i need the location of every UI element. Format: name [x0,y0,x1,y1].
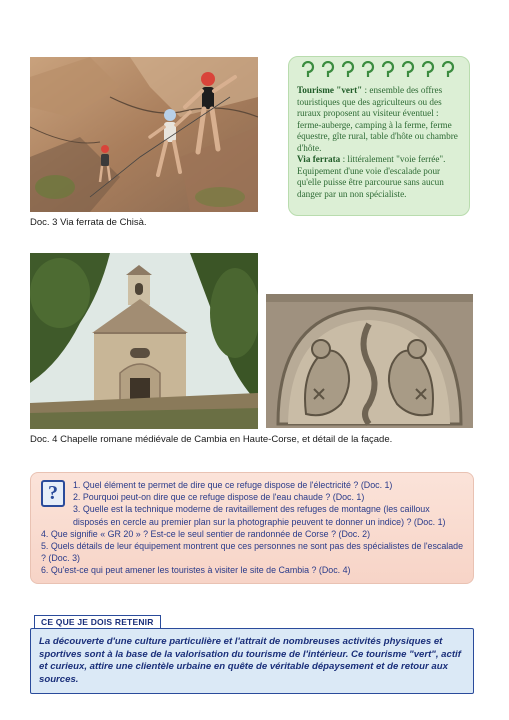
retain-box [30,628,474,694]
questions-box [30,472,474,584]
glossary-definition: : littéralement "voie ferrée". Equipement d'une voie d'escalade pour qu'elle puisse être parcourue sans aucun danger par un non spécialiste. [297,154,446,199]
glossary-entry-tourisme-vert [297,85,461,154]
question-item: 3. Quelle est la technique moderne de ravitaillement des refuges de montagne (les cailloux disposés en cercle au premier plan sur la photographie peuvent te donner un indice) ? (Doc. 1) [73,504,446,527]
doc4-caption: Doc. 4 Chapelle romane médiévale de Cambia en Haute-Corse, et détail de la façade. [30,434,393,445]
glossary-definition: : ensemble des offres touristiques que des agriculteurs ou des ruraux proposent au visiteur éventuel : ferme-auberge, camping à la ferme, ferme équestre, gîte rural, table d'hôte ou chambre d'hôte. [297,85,458,153]
chapel-photo [30,253,258,429]
retain-title: CE QUE JE DOIS RETENIR [34,615,161,629]
question-item: 5. Quels détails de leur équipement montrent que ces personnes ne sont pas des spécialistes de l'escalade ? (Doc. 3) [41,541,464,564]
retain-text: La découverte d'une culture particulière et l'attrait de nombreuses activités physiques et sportives sont à la base de la valorisation du tourisme de l'intérieur. Ce tourisme "vert", actif et curieux, attire une clientèle urbaine en quête de véritable dépaysement et de retour aux sources. [39,636,461,685]
question-item: 1. Quel élément te permet de dire que ce refuge dispose de l'électricité ? (Doc. 1) [73,480,393,490]
facade-detail-photo [266,294,473,428]
glossary-box [288,56,470,216]
doc3-caption: Doc. 3 Via ferrata de Chisà. [30,217,147,228]
via-ferrata-photo [30,57,258,212]
glossary-entry-via-ferrata [297,154,461,200]
question-item: 2. Pourquoi peut-on dire que ce refuge dispose de l'eau chaude ? (Doc. 1) [73,492,365,503]
question-mark-icon: ? [41,480,65,507]
binder-rings-icon [299,61,463,81]
question-item: 6. Qu'est-ce qui peut amener les touristes à visiter le site de Cambia ? (Doc. 4) [41,565,351,576]
glossary-term: Tourisme "vert" [297,85,363,95]
glossary-term: Via ferrata [297,154,341,164]
question-item: 4. Que signifie « GR 20 » ? Est-ce le seul sentier de randonnée de Corse ? (Doc. 2) [41,528,371,539]
